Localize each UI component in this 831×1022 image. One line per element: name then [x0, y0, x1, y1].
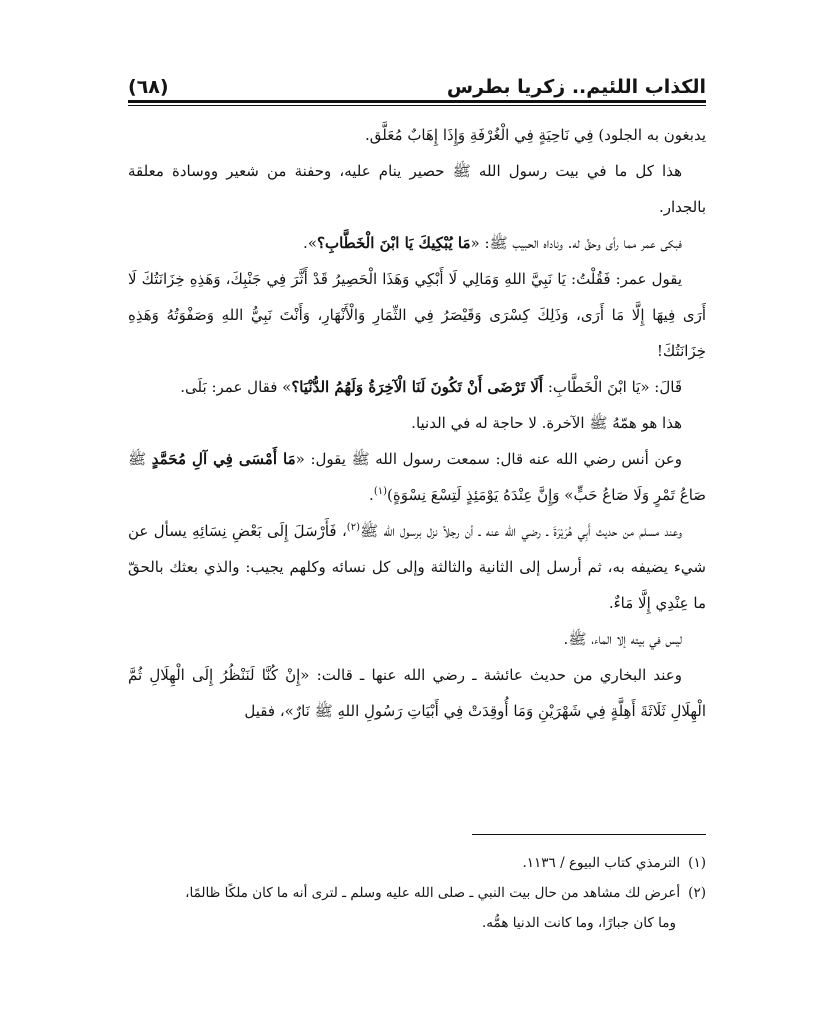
footnote-text: وما كان جبارًا، وما كانت الدنيا همُّه. — [482, 915, 676, 931]
footnotes — [128, 848, 706, 938]
hadith-quote: مَا أَمْسَى فِي آلِ مُحَمَّدٍ — [151, 450, 296, 468]
footnote-2-continued — [128, 908, 706, 938]
hadith-quote: فَقُلْتُ: يَا نَبِيَّ اللهِ وَمَالِي لَا أَبْكِي وَهَذَا الْحَصِيرُ قَدْ أَثَّرَ فِي جَنْبِكَ، وَهَذِهِ خِزَانَتُكَ لَا أَرَى فِيهَا إِلَّا مَا أَرَى، وَذَلِكَ كِسْرَى وَقَيْصَرُ فِي الثِّمَارِ وَالْأَنْهَارِ، وَأَنْتَ نَبِيُّ اللهِ وَصَفْوَتُهُ وَهَذِهِ خِزَانَتُكَ! — [128, 270, 706, 360]
paragraph-9: ليس في بيته إلا الماء، ﷺ. — [563, 630, 682, 648]
footnote-2 — [128, 878, 706, 908]
footnote-number: (١) — [688, 855, 706, 871]
footnote-separator — [472, 834, 706, 835]
paragraph-2: هذا كل ما في بيت رسول الله ﷺ حصير ينام عليه، وحفنة من شعير ووسادة معلقة بالجدار. — [128, 162, 706, 216]
header-rule-thick — [128, 100, 706, 103]
paragraph-4: يقول عمر: فَقُلْتُ: يَا نَبِيَّ اللهِ وَمَالِي لَا أَبْكِي وَهَذَا الْحَصِيرُ قَدْ أَثَّرَ فِي جَنْبِكَ، وَهَذِهِ خِزَانَتُكَ لَا أَرَى فِيهَا إِلَّا مَا أَرَى، وَذَلِكَ كِسْرَى وَقَيْصَرُ فِي الثِّمَارِ وَالْأَنْهَارِ، وَأَنْتَ نَبِيُّ اللهِ وَصَفْوَتُهُ وَهَذِهِ خِزَانَتُكَ! — [128, 270, 706, 360]
footnote-ref-2[interactable]: (٢) — [346, 522, 360, 533]
book-title: الكذاب اللئيم.. زكريا بطرس — [446, 76, 706, 98]
footnote-text: الترمذي كتاب البيوع / ١١٣٦. — [522, 855, 681, 871]
paragraph-1: يدبغون به الجلود) فِي نَاحِيَةٍ فِي الْغُرْفَةِ وَإِذَا إِهَابٌ مُعَلَّق. — [365, 126, 706, 144]
paragraph-6: هذا هو همّهُ ﷺ الآخرة. لا حاجة له في الدنيا. — [411, 414, 682, 432]
paragraph-5: قَالَ: «يَا ابْنَ الْخَطَّابِ: أَلَا تَرْضَى أَنْ تَكُونَ لَنَا الْآخِرَةُ وَلَهُمُ الدُّنْيَا؟» فقال عمر: بَلَى. — [180, 378, 682, 396]
footnote-text: أعرض لك مشاهد من حال بيت النبي ـ صلى الله عليه وسلم ـ لترى أنه ما كان ملكًا ظالمًا، — [185, 885, 681, 901]
paragraph-7: وعن أنس رضي الله عنه قال: سمعت رسول الله ﷺ يقول: «مَا أَمْسَى فِي آلِ مُحَمَّدٍ ﷺ صَاعُ تَمْرٍ وَلَا صَاعُ حَبٍّ» وَإِنَّ عِنْدَهُ يَوْمَئِذٍ لَتِسْعَ نِسْوَةٍ)$^{(١)}$. — [128, 450, 706, 504]
hadith-quote: مَا يُبْكِيكَ يَا ابْنَ الْخَطَّابِ؟ — [317, 234, 471, 252]
footnote-number: (٢) — [688, 885, 706, 901]
paragraph-8: وعند مسلم من حديث أَبِي هُرَيْرَةَ ـ رضي الله عنه ـ أن رجلاً نزل برسول الله ﷺ$^{(٢)}$، فَأَرْسَلَ إِلَى بَعْضِ نِسَائِهِ يسأل عن شيء يضيفه به، ثم أرسل إلى الثانية والثالثة وإلى كل نسائه وكلهم يجيب: والذي بعثك بالحقّ ما عِنْدِي إِلَّا مَاءٌ. — [128, 522, 706, 612]
paragraph-3: فبكى عمر مما رأى وحقَّ له. وناداه الحبيب ﷺ: «مَا يُبْكِيكَ يَا ابْنَ الْخَطَّابِ؟». — [303, 234, 682, 252]
paragraph-10: وعند البخاري من حديث عائشة ـ رضي الله عنها ـ قالت: «إِنْ كُنَّا لَنَنْظُرُ إِلَى الْهِلَالِ ثُمَّ الْهِلَالِ ثَلَاثَةَ أَهِلَّةٍ فِي شَهْرَيْنِ وَمَا أُوقِدَتْ فِي أَبْيَاتِ رَسُولِ اللهِ ﷺ نَارٌ»، فقيل — [128, 666, 706, 720]
hadith-quote: أَلَا تَرْضَى أَنْ تَكُونَ لَنَا الْآخِرَةُ وَلَهُمُ الدُّنْيَا؟ — [291, 378, 544, 396]
page-header — [128, 66, 706, 100]
footnote-1 — [128, 848, 706, 878]
header-rule-thin — [128, 105, 706, 106]
page-number: (٦٨) — [128, 76, 169, 98]
body-text — [128, 117, 706, 729]
footnote-ref-1[interactable]: (١) — [373, 486, 387, 497]
